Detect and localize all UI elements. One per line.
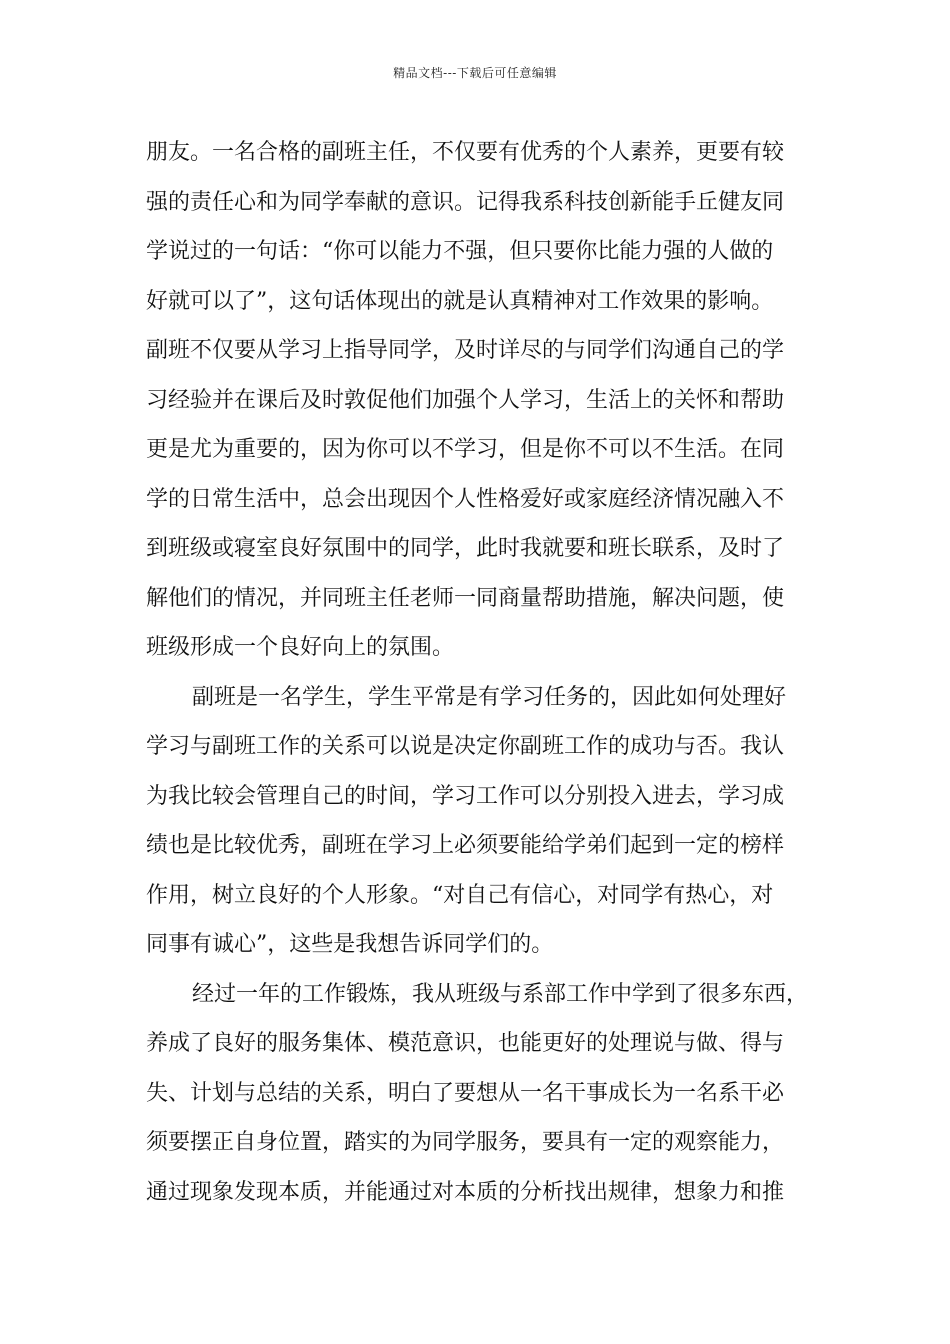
document-body <box>146 128 846 1217</box>
text-line: 朋友。一名合格的副班主任，不仅要有优秀的个人素养，更要有较 <box>146 140 785 165</box>
text-line: 好就可以了”，这句话体现出的就是认真精神对工作效果的影响。 <box>146 288 774 314</box>
text-line: 作用，树立良好的个人形象。“对自己有信心，对同学有热心，对 <box>146 882 774 908</box>
text-line: 更是尤为重要的，因为你可以不学习，但是你不可以不生活。在同 <box>146 437 785 462</box>
text-line: 解他们的情况，并同班主任老师一同商量帮助措施，解决问题，使 <box>146 585 785 611</box>
text-line: 班级形成一个良好向上的氛围。 <box>146 635 455 660</box>
text-line: 绩也是比较优秀，副班在学习上必须要能给学弟们起到一定的榜样 <box>146 833 785 858</box>
text-line: 副班是一名学生，学生平常是有学习任务的，因此如何处理好 <box>192 684 787 710</box>
paragraph-1 <box>146 128 846 673</box>
text-line: 通过现象发现本质，并能通过对本质的分析找出规律，想象力和推 <box>146 1179 785 1205</box>
page-header: 精品文档---下载后可任意编辑 <box>393 66 557 80</box>
paragraph-2 <box>146 673 846 970</box>
text-line: 养成了良好的服务集体、模范意识，也能更好的处理说与做、得与 <box>146 1031 785 1056</box>
text-line: 副班不仅要从学习上指导同学，及时详尽的与同学们沟通自己的学 <box>146 338 785 363</box>
text-line: 须要摆正自身位置，踏实的为同学服务，要具有一定的观察能力， <box>146 1130 785 1155</box>
text-line: 经过一年的工作锻炼，我从班级与系部工作中学到了很多东西， <box>192 981 809 1007</box>
text-line: 强的责任心和为同学奉献的意识。记得我系科技创新能手丘健友同 <box>146 189 785 215</box>
text-line: 学习与副班工作的关系可以说是决定你副班工作的成功与否。我认 <box>146 734 785 759</box>
text-line: 到班级或寝室良好氛围中的同学，此时我就要和班长联系，及时了 <box>146 536 785 561</box>
text-line: 学的日常生活中，总会出现因个人性格爱好或家庭经济情况融入不 <box>146 486 785 512</box>
text-line: 习经验并在课后及时敦促他们加强个人学习，生活上的关怀和帮助 <box>146 387 785 413</box>
text-line: 同事有诚心”，这些是我想告诉同学们的。 <box>146 932 554 957</box>
text-line: 学说过的一句话：“你可以能力不强，但只要你比能力强的人做的 <box>146 239 774 264</box>
paragraph-3 <box>146 970 846 1218</box>
text-line: 为我比较会管理自己的时间，学习工作可以分别投入进去，学习成 <box>146 783 785 809</box>
text-line: 失、计划与总结的关系，明白了要想从一名干事成长为一名系干必 <box>146 1080 785 1106</box>
